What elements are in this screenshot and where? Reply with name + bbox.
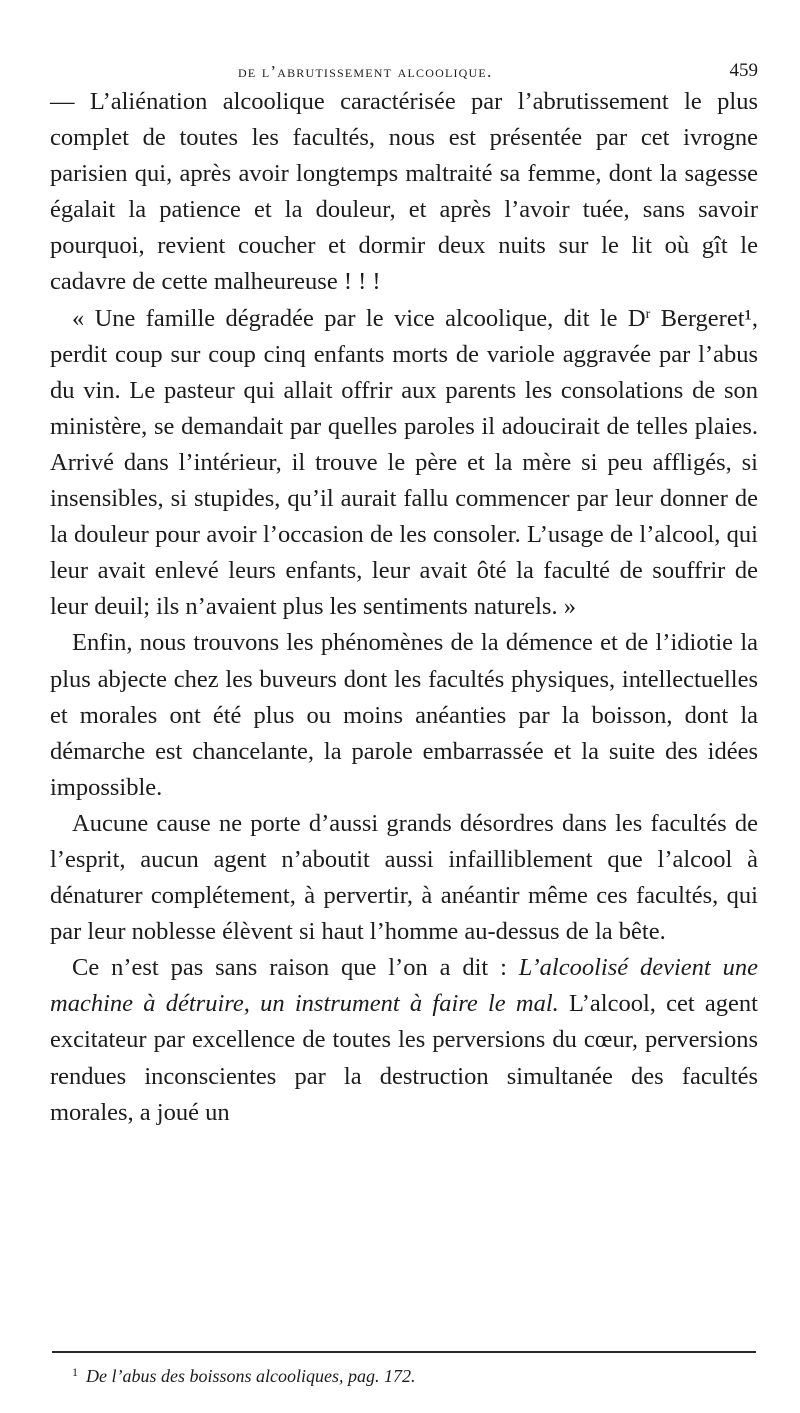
book-page [50,0,758,1413]
italic-quote: L’alcoolisé devient une machine à détruire, un instrument à faire le mal. [50,954,758,1018]
superscript: r [645,306,651,322]
running-title: de l’abrutissement alcoolique. [238,62,493,81]
paragraph [50,84,758,301]
paragraph [50,625,758,805]
paragraph [50,806,758,950]
paragraph-text: Aucune cause ne porte d’aussi grands désordres dans les facultés de l’esprit, aucun agent n’aboutit aussi infailliblement que l’alcool à dénaturer complétement, à pervertir, à anéantir même ces facultés, qui par leur noblesse élèvent si haut l’homme au-dessus de la bête. [50,809,758,946]
paragraph-text: L’alcool, cet agent excitateur par excellence de toutes les perversions du cœur, perversions rendues inconscientes par la destruction simultanée des facultés morales, a joué un [50,990,758,1126]
footnote-marker: 1 [72,1365,78,1379]
paragraph-text: Enfin, nous trouvons les phénomènes de la démence et de l’idiotie la plus abjecte chez les buveurs dont les facultés physiques, intellectuelles et morales ont été plus ou moins anéanties par la boisson, dont la démarche est chancelante, la parole embarrassée et la suite des idées impossible. [50,629,758,801]
paragraph [50,950,758,1130]
footnote-rule [52,1351,756,1353]
footnote [72,1360,415,1388]
paragraph-text: « Une famille dégradée par le vice alcoolique, dit le D [72,304,646,332]
paragraph [50,301,758,626]
body-text [50,84,758,1131]
running-header [50,62,758,86]
paragraph-text: — L’aliénation alcoolique caractérisée par l’abrutissement le plus complet de toutes les facultés, nous est présentée par cet ivrogne parisien qui, après avoir longtemps maltraité sa femme, dont la sagesse égalait la patience et la douleur, et après l’avoir tuée, sans savoir pourquoi, revient coucher et dormir deux nuits sur le lit où gît le cadavre de cette malheureuse ! ! ! [50,88,758,296]
footnote-text: De l’abus des boissons alcooliques, pag. 172. [86,1366,416,1386]
paragraph-text: Bergeret¹, perdit coup sur coup cinq enfants morts de variole aggravée par l’abus du vin. Le pasteur qui allait offrir aux parents les consolations de son ministère, se demandait par quelles paroles il adoucirait de telles plaies. Arrivé dans l’intérieur, il trouve le père et la mère si peu affligés, si insensibles, si stupides, qu’il aurait fallu commencer par leur donner de la douleur pour avoir l’occasion de les consoler. L’usage de l’alcool, qui leur avait enlevé leurs enfants, leur avait ôté la faculté de souffrir de leur deuil; ils n’avaient plus les sentiments naturels. » [50,304,758,621]
page-number: 459 [729,60,758,81]
paragraph-text: Ce n’est pas sans raison que l’on a dit : [72,954,519,982]
